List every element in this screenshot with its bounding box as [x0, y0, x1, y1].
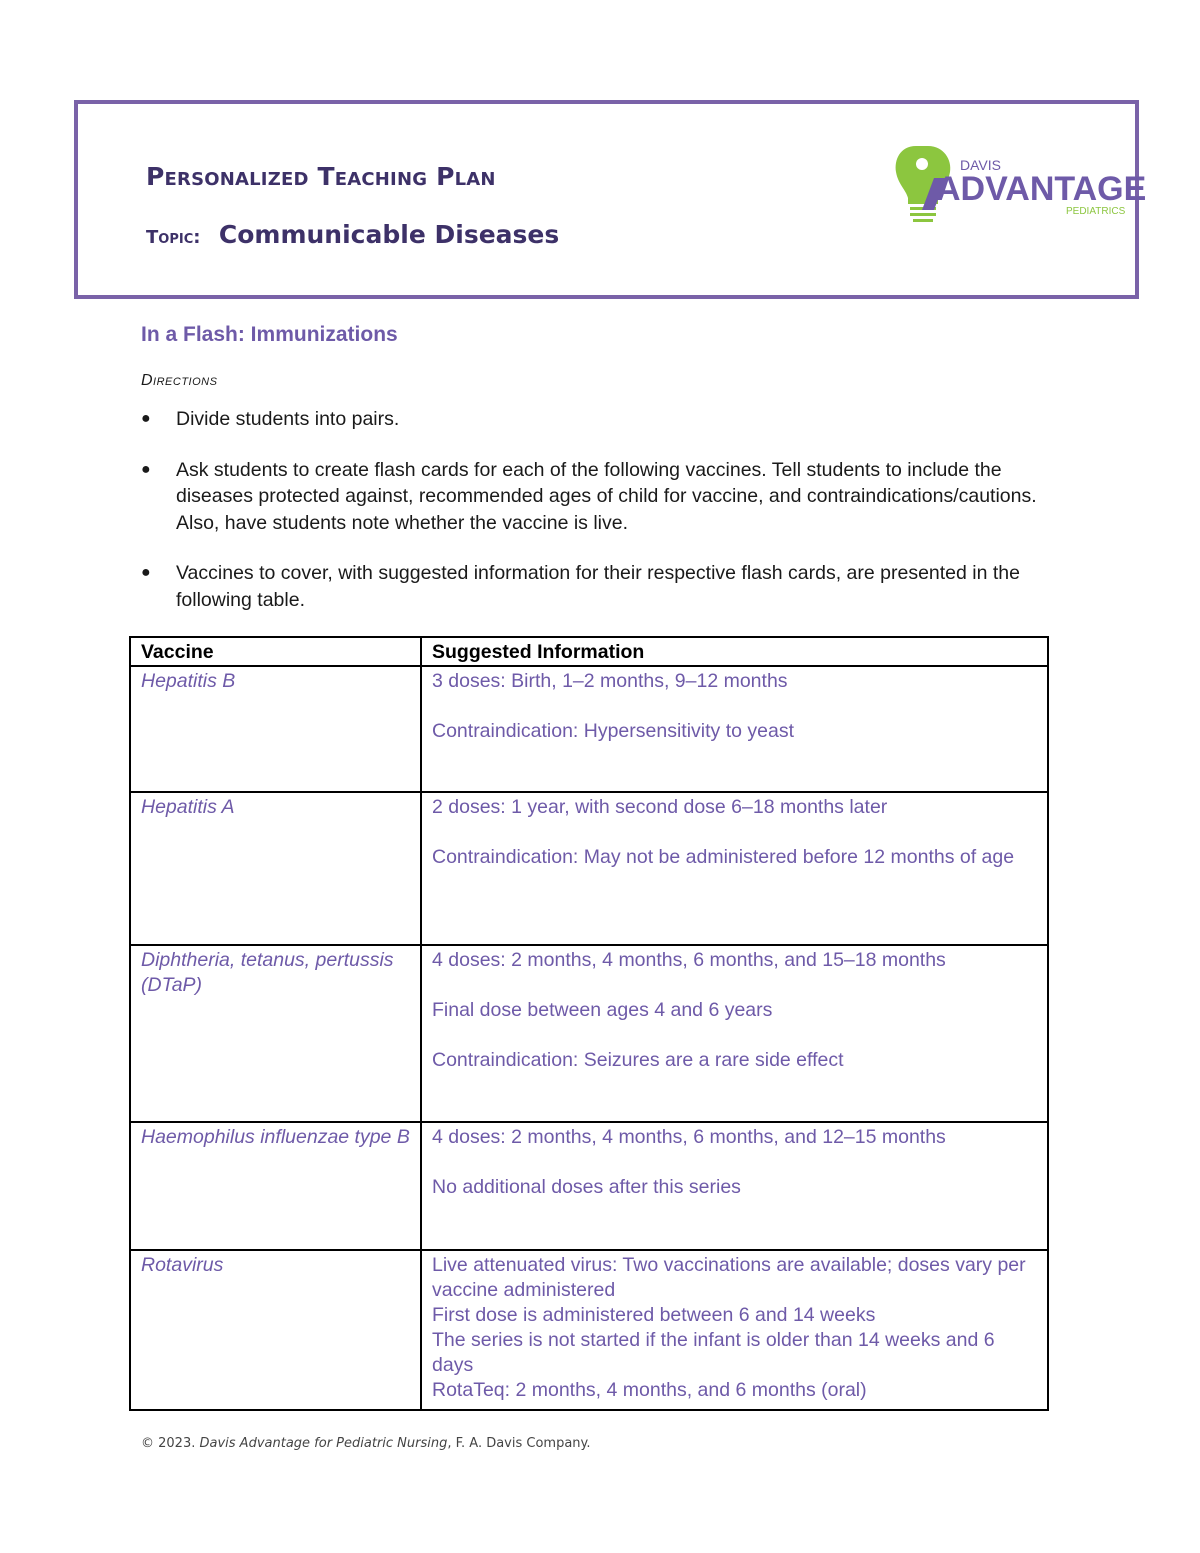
table-row [130, 666, 1048, 792]
vaccine-info: 3 doses: Birth, 1–2 months, 9–12 months Contraindication: Hypersensitivity to yeast [421, 666, 1048, 792]
vaccine-name: Hepatitis B [130, 666, 421, 792]
directions-list [141, 406, 1061, 637]
vaccine-table [129, 636, 1049, 1411]
vaccine-name: Hepatitis A [130, 792, 421, 945]
topic-value: Communicable Diseases [218, 220, 560, 249]
vaccine-info: 4 doses: 2 months, 4 months, 6 months, and 15–18 months Final dose between ages 4 and 6 years Contraindication: Seizures are a rare side effect [421, 945, 1048, 1122]
section-title: In a Flash: Immunizations [141, 323, 398, 346]
bullet-icon: ● [141, 460, 151, 478]
davis-advantage-logo [894, 142, 1147, 228]
logo-brand-main: ADVANTAGE [936, 170, 1147, 208]
topic-line [146, 220, 559, 249]
vaccine-name: Haemophilus influenzae type B [130, 1122, 421, 1250]
bullet-icon: ● [141, 410, 151, 427]
list-item: ● Vaccines to cover, with suggested information for their respective flash cards, are presented in the following table. [141, 562, 1020, 611]
header-box [74, 100, 1147, 299]
plan-title: Personalized Teaching Plan [146, 162, 496, 191]
directions-label: Directions [141, 372, 218, 389]
table-header-row [130, 637, 1048, 666]
logo-brand-top: DAVIS [960, 157, 1001, 173]
topic-label: Topic: [146, 227, 201, 248]
vaccine-info: 2 doses: 1 year, with second dose 6–18 months later Contraindication: May not be administered before 12 months of age [421, 792, 1048, 945]
list-item: ● Divide students into pairs. [141, 406, 1061, 433]
book-title: Davis Advantage for Pediatric Nursing [199, 1436, 448, 1451]
vaccine-info: Live attenuated virus: Two vaccinations are available; doses vary per vaccine administered First dose is administered between 6 and 14 weeks The series is not started if the infant is older than 14 weeks and 6 days RotaTeq: 2 months, 4 months, and 6 months (oral) [421, 1250, 1048, 1410]
column-header-info: Suggested Information [421, 637, 1048, 666]
table-row [130, 1122, 1048, 1250]
list-item: ● Ask students to create flash cards for each of the following vaccines. Tell students to include the diseases protected against, recommended ages of child for vaccine, and contraindications/cautions. Also, have students note whether the vaccine is live. [141, 458, 1037, 534]
table-row [130, 1250, 1048, 1410]
copyright-footer: © 2023. Davis Advantage for Pediatric Nursing, F. A. Davis Company. [141, 1436, 591, 1451]
vaccine-info: 4 doses: 2 months, 4 months, 6 months, and 12–15 months No additional doses after this series [421, 1122, 1048, 1250]
column-header-vaccine: Vaccine [130, 637, 421, 666]
bullet-icon: ● [141, 564, 151, 581]
vaccine-name: Diphtheria, tetanus, pertussis (DTaP) [130, 945, 421, 1122]
vaccine-name: Rotavirus [130, 1250, 421, 1410]
table-row [130, 945, 1048, 1122]
table-row [130, 792, 1048, 945]
logo-brand-sub: PEDIATRICS [1066, 206, 1126, 217]
